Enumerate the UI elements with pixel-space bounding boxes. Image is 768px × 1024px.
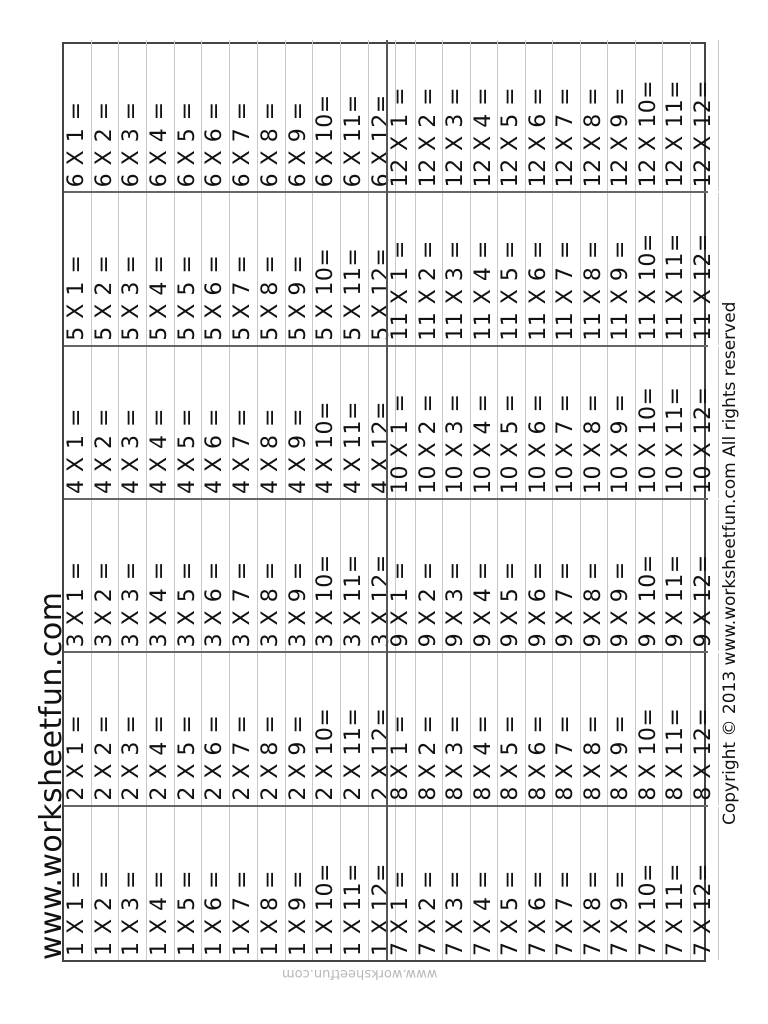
table-row: 3 X 7 = [230,500,258,651]
table-row: 10 X 3 = [443,347,471,498]
table-row: 12 X 9 = [608,40,636,191]
table-row: 9 X 8 = [581,500,609,651]
times-table-9 [388,500,717,653]
times-table-5 [64,193,394,346]
table-row: 4 X 12= [369,347,397,498]
table-row: 2 X 6 = [202,653,230,804]
table-row: 10 X 12= [691,347,719,498]
table-row: 6 X 3 = [119,40,147,191]
table-row: 3 X 5 = [175,500,203,651]
table-row: 1 X 8 = [258,807,286,960]
table-row: 7 X 3 = [443,807,471,960]
table-row: 2 X 1 = [64,653,92,804]
table-row: 9 X 9 = [608,500,636,651]
table-row: 2 X 7 = [230,653,258,804]
table-row: 5 X 5 = [175,193,203,344]
table-row: 1 X 3 = [119,807,147,960]
table-row: 11 X 11= [663,193,691,344]
table-row: 6 X 2 = [92,40,120,191]
times-table-7 [388,807,717,960]
table-row: 10 X 8 = [581,347,609,498]
table-row: 12 X 1 = [388,40,416,191]
table-row: 4 X 10= [313,347,341,498]
tables-row-7-to-12 [386,40,717,960]
table-row: 4 X 9 = [286,347,314,498]
table-row: 11 X 8 = [581,193,609,344]
tables-row-1-to-6 [64,40,394,960]
table-row: 12 X 2 = [416,40,444,191]
table-row: 10 X 10= [636,347,664,498]
times-table-3 [64,500,394,653]
table-row: 10 X 9 = [608,347,636,498]
table-row: 4 X 3 = [119,347,147,498]
table-row: 6 X 1 = [64,40,92,191]
table-row: 9 X 1 = [388,500,416,651]
table-row: 9 X 7 = [553,500,581,651]
table-row: 12 X 10= [636,40,664,191]
times-table-10 [388,347,717,500]
table-row: 3 X 1 = [64,500,92,651]
table-row: 4 X 4 = [147,347,175,498]
table-row: 8 X 11= [663,653,691,804]
table-row: 10 X 5 = [498,347,526,498]
table-row: 8 X 12= [691,653,719,804]
table-row: 2 X 12= [369,653,397,804]
table-row: 8 X 9 = [608,653,636,804]
table-row: 3 X 8 = [258,500,286,651]
table-row: 2 X 10= [313,653,341,804]
table-row: 7 X 8 = [581,807,609,960]
table-row: 6 X 4 = [147,40,175,191]
multiplication-sheet [62,42,717,962]
table-row: 8 X 4 = [471,653,499,804]
table-row: 3 X 10= [313,500,341,651]
table-row: 3 X 4 = [147,500,175,651]
table-row: 1 X 11= [341,807,369,960]
table-row: 7 X 12= [691,807,719,960]
table-row: 2 X 9 = [286,653,314,804]
site-title: www.worksheetfun.com [34,591,69,960]
table-row: 11 X 10= [636,193,664,344]
table-row: 4 X 1 = [64,347,92,498]
table-row: 1 X 6 = [202,807,230,960]
table-row: 7 X 4 = [471,807,499,960]
table-row: 10 X 1 = [388,347,416,498]
table-row: 6 X 12= [369,40,397,191]
table-row: 9 X 10= [636,500,664,651]
table-row: 5 X 1 = [64,193,92,344]
table-row: 8 X 2 = [416,653,444,804]
table-row: 11 X 4 = [471,193,499,344]
table-row: 6 X 11= [341,40,369,191]
table-row: 12 X 4 = [471,40,499,191]
table-row: 5 X 3 = [119,193,147,344]
table-row: 9 X 2 = [416,500,444,651]
table-row: 12 X 7 = [553,40,581,191]
table-row: 2 X 4 = [147,653,175,804]
table-row: 6 X 8 = [258,40,286,191]
table-row: 6 X 9 = [286,40,314,191]
table-row: 7 X 5 = [498,807,526,960]
table-row: 12 X 11= [663,40,691,191]
table-row: 8 X 7 = [553,653,581,804]
table-row: 11 X 6 = [526,193,554,344]
table-row: 8 X 10= [636,653,664,804]
table-row: 7 X 9 = [608,807,636,960]
table-row: 3 X 12= [369,500,397,651]
table-row: 10 X 2 = [416,347,444,498]
table-row: 6 X 7 = [230,40,258,191]
table-row: 3 X 3 = [119,500,147,651]
table-row: 4 X 7 = [230,347,258,498]
table-row: 5 X 10= [313,193,341,344]
table-row: 1 X 5 = [175,807,203,960]
table-row: 6 X 6 = [202,40,230,191]
table-row: 5 X 9 = [286,193,314,344]
table-row: 8 X 8 = [581,653,609,804]
table-row: 11 X 9 = [608,193,636,344]
table-row: 8 X 6 = [526,653,554,804]
table-row: 8 X 1 = [388,653,416,804]
table-row: 10 X 6 = [526,347,554,498]
table-row: 12 X 6 = [526,40,554,191]
table-row: 2 X 11= [341,653,369,804]
table-row: 1 X 2 = [92,807,120,960]
table-row: 5 X 4 = [147,193,175,344]
table-row: 2 X 2 = [92,653,120,804]
table-row: 12 X 3 = [443,40,471,191]
table-row: 11 X 1 = [388,193,416,344]
table-row: 11 X 5 = [498,193,526,344]
table-row: 5 X 12= [369,193,397,344]
table-row: 9 X 4 = [471,500,499,651]
times-table-4 [64,347,394,500]
table-row: 3 X 2 = [92,500,120,651]
table-row: 11 X 3 = [443,193,471,344]
table-row: 5 X 8 = [258,193,286,344]
table-row: 10 X 4 = [471,347,499,498]
table-row: 9 X 3 = [443,500,471,651]
times-table-8 [388,653,717,806]
table-row: 11 X 2 = [416,193,444,344]
table-row: 1 X 10= [313,807,341,960]
table-row: 9 X 11= [663,500,691,651]
table-row: 7 X 1 = [388,807,416,960]
table-row: 9 X 5 = [498,500,526,651]
table-row: 7 X 10= [636,807,664,960]
table-row: 1 X 1 = [64,807,92,960]
table-row: 1 X 9 = [286,807,314,960]
times-table-11 [388,193,717,346]
table-row: 4 X 5 = [175,347,203,498]
table-row: 3 X 11= [341,500,369,651]
table-row: 10 X 11= [663,347,691,498]
table-row: 11 X 7 = [553,193,581,344]
table-row: 2 X 8 = [258,653,286,804]
times-table-6 [64,40,394,193]
table-row: 2 X 5 = [175,653,203,804]
table-row: 12 X 8 = [581,40,609,191]
table-row: 1 X 12= [369,807,397,960]
tables-frame [62,42,717,962]
times-table-12 [388,40,717,193]
copyright-notice: Copyright © 2013 www.worksheetfun.com All rights reserved [720,301,740,825]
table-row: 8 X 5 = [498,653,526,804]
mirrored-watermark: www.worksheetfun.com [282,966,438,981]
table-row: 2 X 3 = [119,653,147,804]
table-row: 5 X 2 = [92,193,120,344]
table-row: 7 X 7 = [553,807,581,960]
times-table-2 [64,653,394,806]
table-row: 1 X 7 = [230,807,258,960]
table-row: 8 X 3 = [443,653,471,804]
table-row: 7 X 2 = [416,807,444,960]
table-row: 4 X 8 = [258,347,286,498]
table-row: 12 X 12= [691,40,719,191]
table-row: 4 X 2 = [92,347,120,498]
table-row: 3 X 6 = [202,500,230,651]
table-row: 6 X 10= [313,40,341,191]
table-row: 5 X 7 = [230,193,258,344]
table-row: 10 X 7 = [553,347,581,498]
table-row: 3 X 9 = [286,500,314,651]
times-table-1 [64,807,394,960]
table-row: 11 X 12= [691,193,719,344]
table-row: 7 X 11= [663,807,691,960]
table-row: 1 X 4 = [147,807,175,960]
table-row: 7 X 6 = [526,807,554,960]
table-row: 5 X 6 = [202,193,230,344]
table-row: 6 X 5 = [175,40,203,191]
table-row: 9 X 12= [691,500,719,651]
table-row: 9 X 6 = [526,500,554,651]
table-row: 4 X 11= [341,347,369,498]
table-row: 5 X 11= [341,193,369,344]
table-row: 4 X 6 = [202,347,230,498]
table-row: 12 X 5 = [498,40,526,191]
